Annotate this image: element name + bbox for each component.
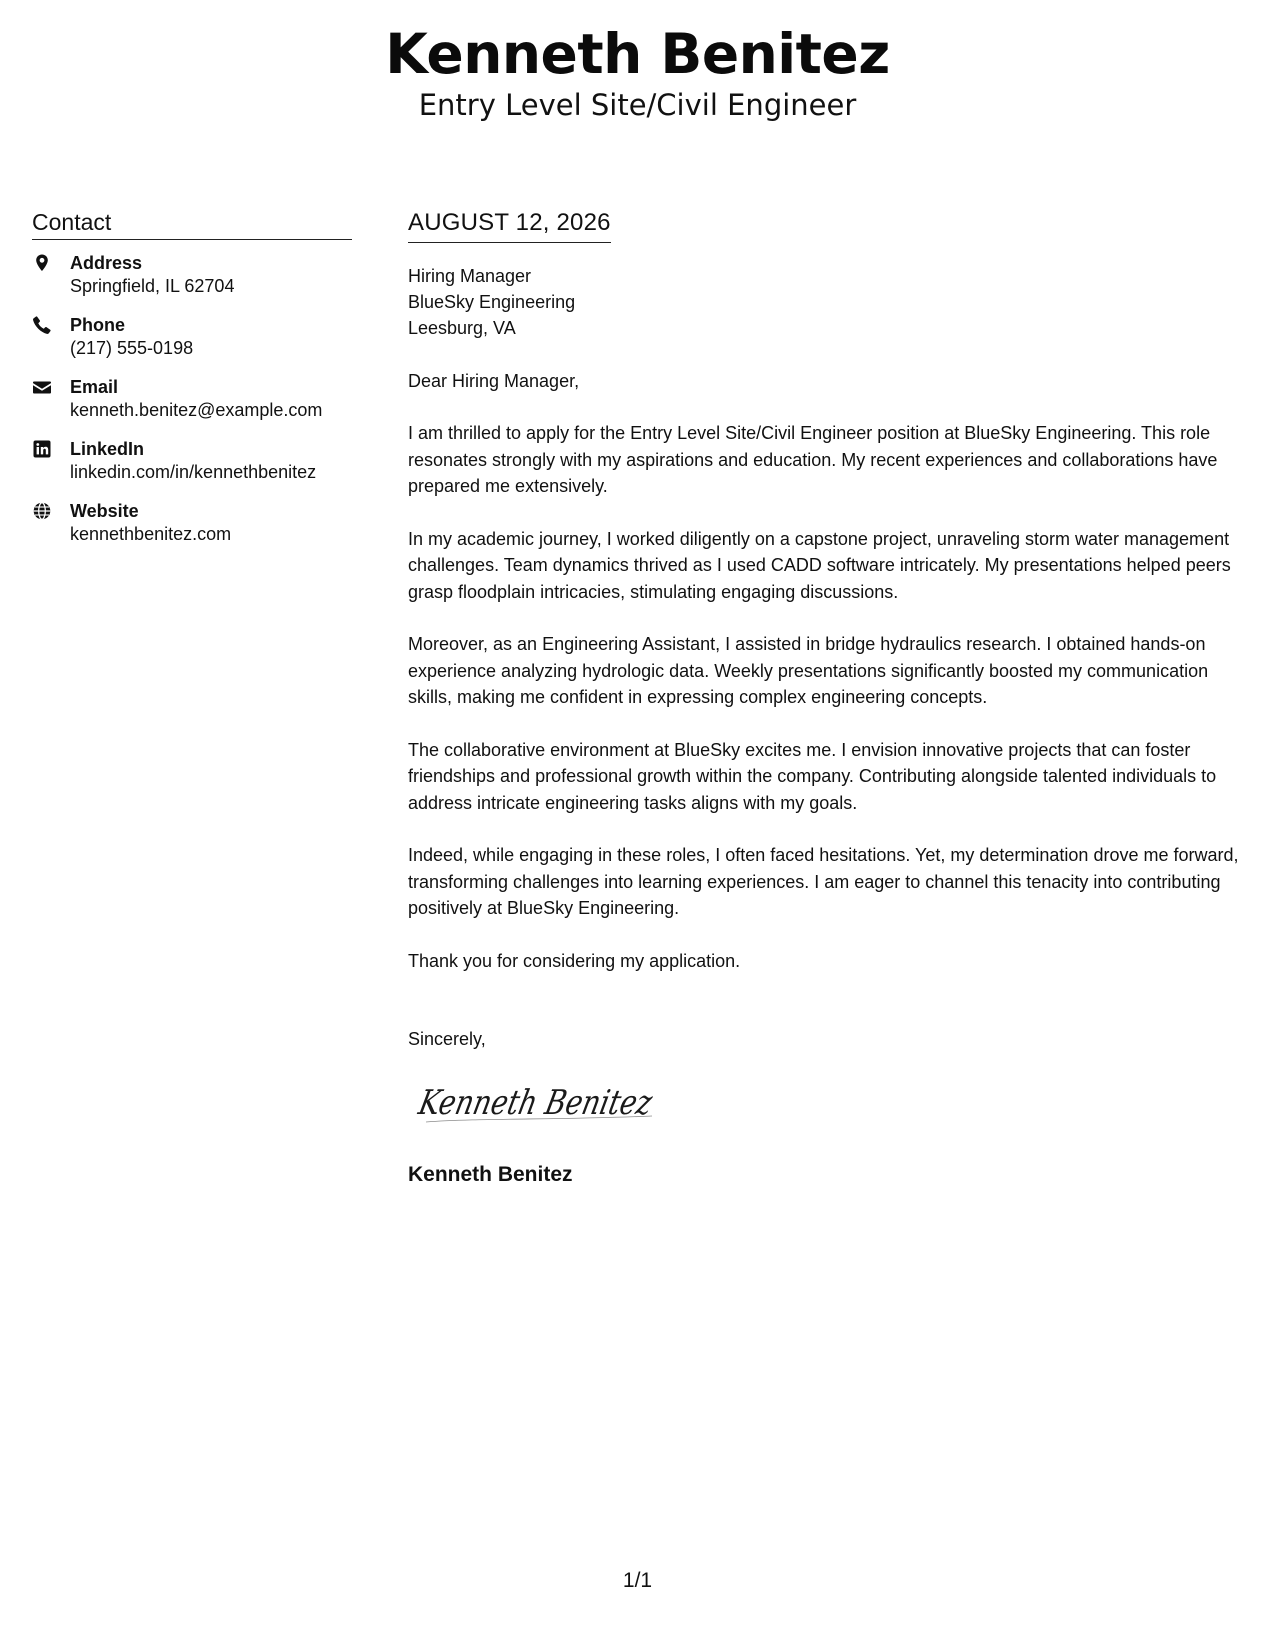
contact-item-email bbox=[32, 376, 352, 422]
signature-text: Kenneth Benitez bbox=[415, 1083, 709, 1123]
letter-date-underline bbox=[408, 208, 611, 243]
letter-paragraph: In my academic journey, I worked diligently on a capstone project, unraveling storm water management challenges. Team dynamics thrived as I used CADD software intricately. My presentations helped peers grasp floodplain intricacies, stimulating engaging discussions. bbox=[408, 528, 1231, 602]
contact-value-linkedin: linkedin.com/in/kennethbenitez bbox=[70, 462, 317, 482]
contact-item-website bbox=[32, 500, 352, 546]
contact-heading: Contact bbox=[32, 206, 352, 240]
contact-label-email: Email bbox=[70, 377, 119, 397]
contact-label-website: Website bbox=[70, 501, 139, 521]
contact-label-linkedin: LinkedIn bbox=[70, 439, 145, 459]
contact-sidebar bbox=[32, 206, 352, 562]
linkedin-icon bbox=[32, 439, 52, 459]
letter-paragraph: I am thrilled to apply for the Entry Level Site/Civil Engineer position at BlueSky Engineering. This role resonates strongly with my aspirations and education. My recent experiences and collaborations have prepared me extensively. bbox=[408, 423, 1218, 496]
letter-date: AUGUST 12, 2026 bbox=[408, 209, 611, 236]
recipient-line: Leesburg, VA bbox=[408, 318, 516, 338]
salutation: Dear Hiring Manager, bbox=[408, 371, 580, 391]
phone-icon bbox=[32, 315, 52, 335]
letter-paragraph: The collaborative environment at BlueSky excites me. I envision innovative projects that can foster friendships and professional growth within the company. Contributing alongside talented individuals to address intricate engineering tasks aligns with my goals. bbox=[408, 739, 1217, 813]
handwritten-signature bbox=[415, 1072, 709, 1142]
contact-value-email: kenneth.benitez@example.com bbox=[70, 400, 323, 420]
contact-label-address: Address bbox=[70, 253, 143, 273]
closing: Sincerely, bbox=[408, 1029, 486, 1049]
contact-item-linkedin bbox=[32, 438, 352, 484]
letter-paragraph: Indeed, while engaging in these roles, I often faced hesitations. Yet, my determination drove me forward, transforming challenges into learning experiences. I am eager to channel this tenacity into contributing positively at BlueSky Engineering. bbox=[408, 845, 1239, 918]
map-pin-icon bbox=[32, 253, 52, 273]
letter-paragraph: Moreover, as an Engineering Assistant, I assisted in bridge hydraulics research. I obtained hands-on experience analyzing hydrologic data. Weekly presentations significantly boosted my communication skills, making me confident in expressing complex engineering concepts. bbox=[408, 634, 1209, 707]
contact-item-address bbox=[32, 252, 352, 298]
contact-value-phone: (217) 555-0198 bbox=[70, 338, 194, 358]
recipient-line: Hiring Manager bbox=[408, 266, 532, 286]
contact-label-phone: Phone bbox=[70, 315, 126, 335]
signer-name: Kenneth Benitez bbox=[408, 1163, 573, 1186]
recipient-line: BlueSky Engineering bbox=[408, 292, 576, 312]
resume-header bbox=[0, 22, 1275, 124]
cover-letter bbox=[408, 208, 1253, 1189]
globe-icon bbox=[32, 501, 52, 521]
recipient-block bbox=[408, 263, 1253, 341]
contact-value-website: kennethbenitez.com bbox=[70, 524, 232, 544]
envelope-icon bbox=[32, 377, 52, 397]
job-title: Entry Level Site/Civil Engineer bbox=[418, 88, 857, 122]
contact-item-phone bbox=[32, 314, 352, 360]
contact-value-address: Springfield, IL 62704 bbox=[70, 276, 235, 296]
applicant-name: Kenneth Benitez bbox=[385, 22, 890, 86]
page-number: 1/1 bbox=[622, 1569, 653, 1592]
letter-paragraph: Thank you for considering my application. bbox=[408, 950, 741, 971]
